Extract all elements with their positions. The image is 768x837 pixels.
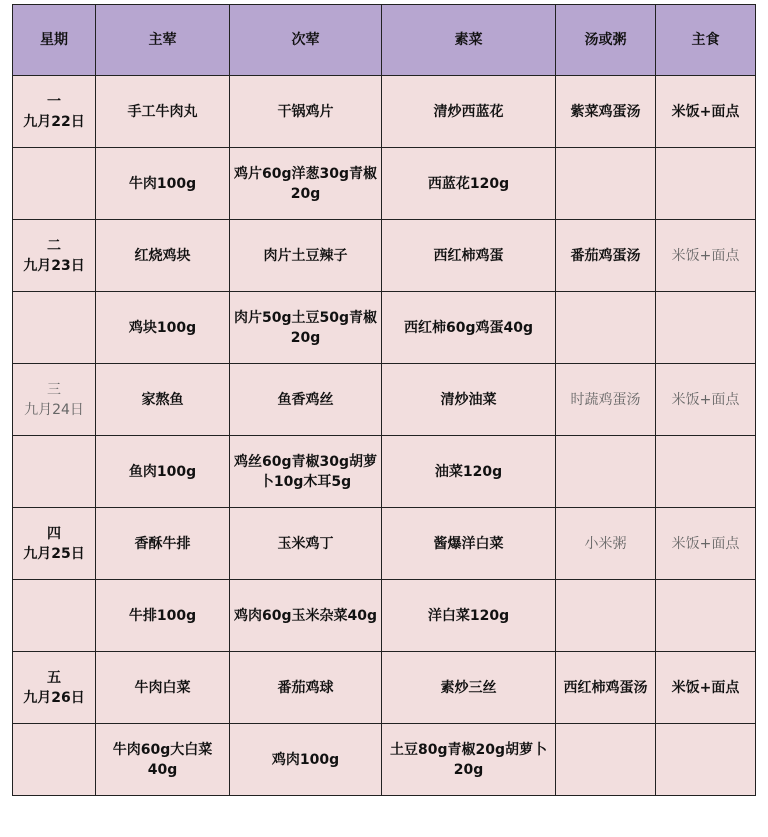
portion-row	[13, 148, 756, 220]
main-portion: 牛肉60g大白菜40g	[96, 724, 230, 796]
header-weekday: 星期	[13, 5, 96, 76]
secondary-portion: 鸡肉60g玉米杂菜40g	[230, 580, 382, 652]
day-cell	[13, 364, 96, 436]
staple-portion	[656, 436, 756, 508]
soup-dish: 小米粥	[556, 508, 656, 580]
veg-portion: 土豆80g青椒20g胡萝卜20g	[382, 724, 556, 796]
main-dish: 香酥牛排	[96, 508, 230, 580]
portion-row	[13, 580, 756, 652]
staple-portion	[656, 580, 756, 652]
header-row	[13, 5, 756, 76]
main-dish: 红烧鸡块	[96, 220, 230, 292]
day-cell	[13, 76, 96, 148]
day-number: 四	[47, 525, 61, 542]
day-cell	[13, 508, 96, 580]
secondary-portion: 鸡片60g洋葱30g青椒20g	[230, 148, 382, 220]
secondary-portion: 鸡丝60g青椒30g胡萝卜10g木耳5g	[230, 436, 382, 508]
day-date: 九月23日	[23, 257, 85, 274]
veg-dish: 清炒西蓝花	[382, 76, 556, 148]
main-portion: 鸡块100g	[96, 292, 230, 364]
day-number: 五	[47, 669, 61, 686]
main-portion: 鱼肉100g	[96, 436, 230, 508]
staple-portion	[656, 724, 756, 796]
header-main-meat: 主荤	[96, 5, 230, 76]
veg-portion: 洋白菜120g	[382, 580, 556, 652]
day-number: 二	[47, 237, 61, 254]
main-portion: 牛肉100g	[96, 148, 230, 220]
veg-dish: 西红柿鸡蛋	[382, 220, 556, 292]
secondary-dish: 鱼香鸡丝	[230, 364, 382, 436]
secondary-dish: 玉米鸡丁	[230, 508, 382, 580]
staple-dish: 米饭+面点	[656, 508, 756, 580]
day-cell	[13, 220, 96, 292]
staple-dish: 米饭+面点	[656, 652, 756, 724]
day-date: 九月22日	[23, 113, 85, 130]
day-date: 九月26日	[23, 689, 85, 706]
header-vegetable: 素菜	[382, 5, 556, 76]
veg-dish: 酱爆洋白菜	[382, 508, 556, 580]
header-staple: 主食	[656, 5, 756, 76]
dish-row	[13, 76, 756, 148]
weekly-menu-table	[12, 4, 756, 796]
portion-row	[13, 436, 756, 508]
dish-row	[13, 220, 756, 292]
soup-dish: 紫菜鸡蛋汤	[556, 76, 656, 148]
empty-cell	[13, 148, 96, 220]
empty-cell	[13, 724, 96, 796]
secondary-dish: 干锅鸡片	[230, 76, 382, 148]
veg-portion: 西蓝花120g	[382, 148, 556, 220]
secondary-dish: 番茄鸡球	[230, 652, 382, 724]
secondary-portion: 鸡肉100g	[230, 724, 382, 796]
veg-dish: 清炒油菜	[382, 364, 556, 436]
day-cell	[13, 652, 96, 724]
soup-portion	[556, 580, 656, 652]
main-portion: 牛排100g	[96, 580, 230, 652]
staple-portion	[656, 148, 756, 220]
secondary-dish: 肉片土豆辣子	[230, 220, 382, 292]
empty-cell	[13, 580, 96, 652]
main-dish: 家熬鱼	[96, 364, 230, 436]
empty-cell	[13, 436, 96, 508]
staple-dish: 米饭+面点	[656, 76, 756, 148]
day-date: 九月25日	[23, 545, 85, 562]
portion-row	[13, 724, 756, 796]
main-dish: 牛肉白菜	[96, 652, 230, 724]
soup-dish: 时蔬鸡蛋汤	[556, 364, 656, 436]
header-secondary-meat: 次荤	[230, 5, 382, 76]
secondary-portion: 肉片50g土豆50g青椒20g	[230, 292, 382, 364]
soup-portion	[556, 724, 656, 796]
main-dish: 手工牛肉丸	[96, 76, 230, 148]
header-soup-porridge: 汤或粥	[556, 5, 656, 76]
soup-portion	[556, 436, 656, 508]
veg-portion: 油菜120g	[382, 436, 556, 508]
dish-row	[13, 508, 756, 580]
veg-portion: 西红柿60g鸡蛋40g	[382, 292, 556, 364]
portion-row	[13, 292, 756, 364]
soup-portion	[556, 292, 656, 364]
dish-row	[13, 652, 756, 724]
soup-portion	[556, 148, 656, 220]
soup-dish: 番茄鸡蛋汤	[556, 220, 656, 292]
staple-portion	[656, 292, 756, 364]
dish-row	[13, 364, 756, 436]
staple-dish: 米饭+面点	[656, 220, 756, 292]
day-date: 九月24日	[24, 401, 84, 418]
empty-cell	[13, 292, 96, 364]
day-number: 三	[47, 381, 61, 398]
day-number: 一	[47, 93, 61, 110]
staple-dish: 米饭+面点	[656, 364, 756, 436]
veg-dish: 素炒三丝	[382, 652, 556, 724]
soup-dish: 西红柿鸡蛋汤	[556, 652, 656, 724]
